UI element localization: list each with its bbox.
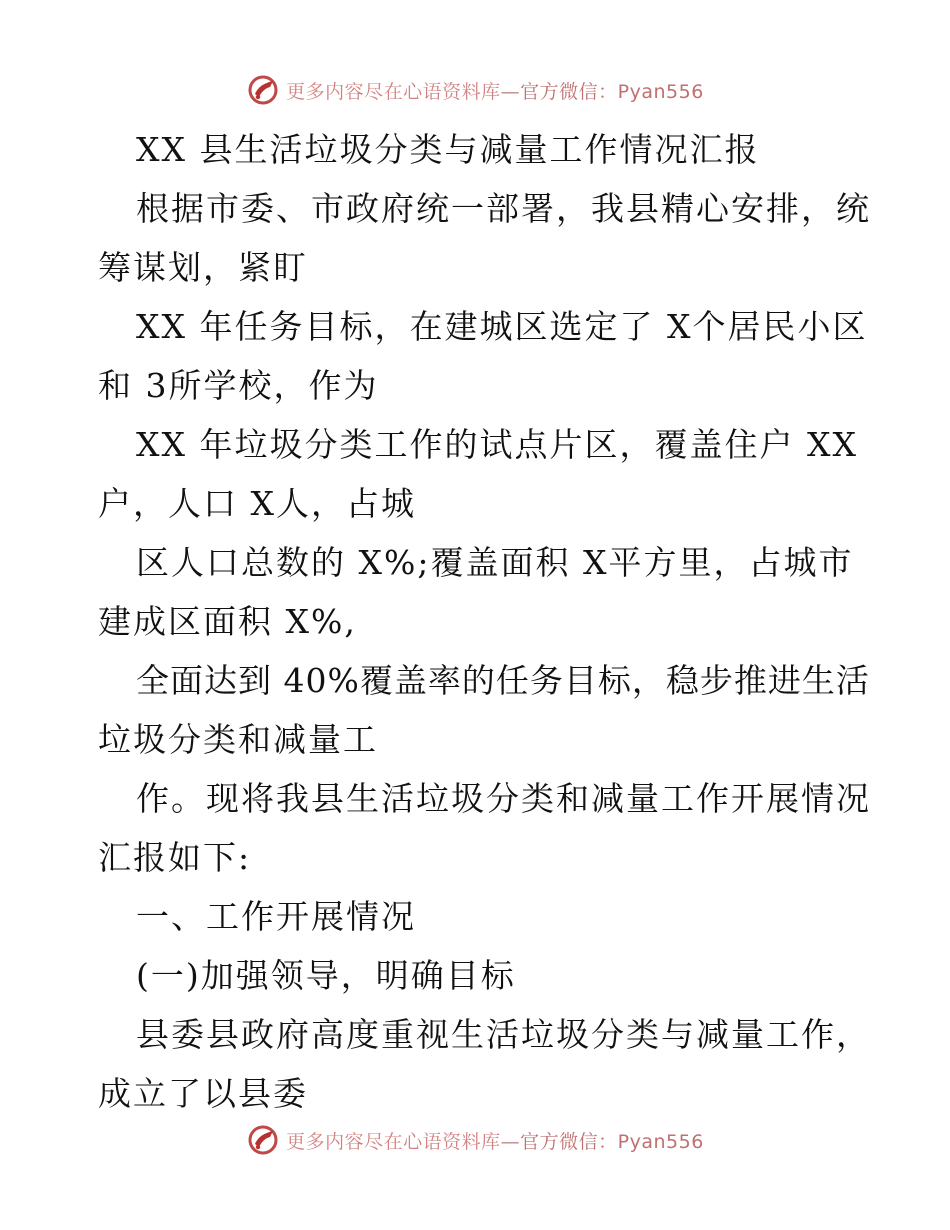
section-heading: 一、工作开展情况 bbox=[136, 897, 416, 936]
paragraph-line: XX 年任务目标，在建城区选定了 X个居民小区 bbox=[136, 307, 868, 346]
paragraph-line: 区人口总数的 X%;覆盖面积 X平方里，占城市 bbox=[136, 543, 854, 582]
watermark-text bbox=[286, 1127, 704, 1154]
paragraph-line: 户，人口 X人，占城 bbox=[98, 484, 416, 523]
paragraph-line: 根据市委、市政府统一部署，我县精心安排，统 bbox=[136, 189, 871, 228]
watermark-text bbox=[286, 77, 704, 104]
watermark-dash: — bbox=[500, 80, 521, 103]
document-title: XX 县生活垃圾分类与减量工作情况汇报 bbox=[136, 130, 760, 169]
watermark-brand: 更多内容尽在心语资料库 bbox=[286, 80, 501, 103]
header-watermark bbox=[0, 70, 950, 110]
watermark-dash: — bbox=[500, 1130, 521, 1153]
subsection-heading: (一)加强领导，明确目标 bbox=[136, 956, 516, 995]
brand-logo-icon bbox=[246, 1123, 280, 1157]
paragraph-line: 垃圾分类和减量工 bbox=[98, 720, 378, 759]
watermark-brand: 更多内容尽在心语资料库 bbox=[286, 1130, 501, 1153]
paragraph-line: 成立了以县委 bbox=[98, 1074, 308, 1113]
watermark-wechat: 官方微信：Pyan556 bbox=[520, 80, 704, 103]
paragraph-line: 作。现将我县生活垃圾分类和减量工作开展情况 bbox=[136, 779, 871, 818]
paragraph-line: 全面达到 40%覆盖率的任务目标，稳步推进生活 bbox=[136, 661, 870, 700]
document-body bbox=[98, 120, 871, 1123]
paragraph-line: XX 年垃圾分类工作的试点片区，覆盖住户 XX bbox=[136, 425, 858, 464]
paragraph-line: 和 3所学校，作为 bbox=[98, 366, 379, 405]
watermark-wechat: 官方微信：Pyan556 bbox=[520, 1130, 704, 1153]
paragraph-line: 汇报如下: bbox=[98, 838, 252, 877]
brand-logo-icon bbox=[246, 73, 280, 107]
footer-watermark bbox=[0, 1120, 950, 1160]
paragraph-line: 县委县政府高度重视生活垃圾分类与减量工作， bbox=[136, 1015, 871, 1054]
paragraph-line: 建成区面积 X%, bbox=[98, 602, 357, 641]
paragraph-line: 筹谋划，紧盯 bbox=[98, 248, 308, 287]
